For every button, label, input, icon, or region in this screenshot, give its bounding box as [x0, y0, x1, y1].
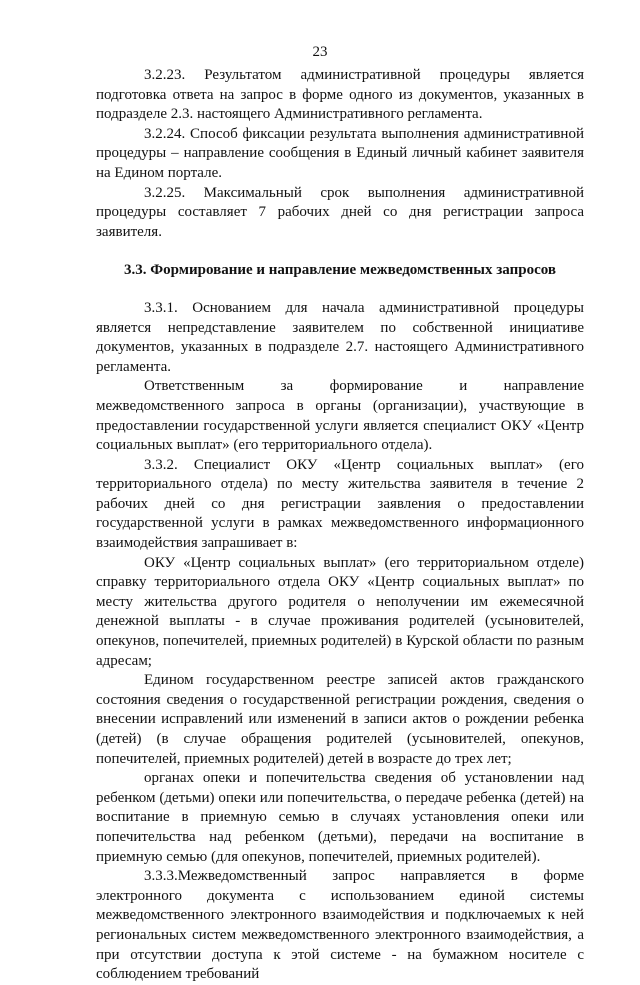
paragraph-registry-request: Едином государственном реестре записей актов гражданского состояния сведения о государственной регистрации рождения, сведения о внесении исправлений или изменений в записи актов о рождении ребенка (детей) (в случае обращения родителей (усыновителей, опекунов, попечителей, приемных родителей) детей в возрасте до трех лет; [96, 672, 584, 767]
paragraph-3-3-3: 3.3.3.Межведомственный запрос направляется в форме электронного документа с использованием единой системы межведомственного электронного взаимодействия и подключаемых к ней региональных систем межведомственного электронного взаимодействия, а при отсутствии доступа к этой системе - на бумажном носителе с соблюдением требований [96, 868, 584, 983]
paragraph-guardianship-request: органах опеки и попечительства сведения об установлении над ребенком (детьми) опеки или попечительства, о передаче ребенка (детей) на воспитание в приемную семью в случаях установления опеки или попечительства над ребенком (детьми), передачи на воспитание в приемную семью (для опекунов, попечителей, приемных родителей). [96, 770, 584, 865]
paragraph-3-3-1: 3.3.1. Основанием для начала административной процедуры является непредставление заявителем по собственной инициативе документов, указанных в подразделе 2.7. настоящего Административного регламента. [96, 299, 584, 375]
paragraph-3-2-24: 3.2.24. Способ фиксации результата выполнения административной процедуры – направление сообщения в Единый личный кабинет заявителя на Едином портале. [96, 125, 584, 181]
paragraph-3-3-2: 3.3.2. Специалист ОКУ «Центр социальных выплат» (его территориального отдела) по месту жительства заявителя в течение 2 рабочих дней со дня регистрации заявления о предоставлении государственной услуги в рамках межведомственного информационного взаимодействия запрашивает в: [96, 456, 584, 552]
paragraph-responsible: Ответственным за формирование и направление межведомственного запроса в органы (организации), участвующие в предоставлении государственной услуги является специалист ОКУ «Центр социальных выплат» (его территориального отдела). [96, 378, 584, 454]
paragraph-oku-request: ОКУ «Центр социальных выплат» (его территориальном отделе) справку территориального отдела ОКУ «Центр социальных выплат» по месту жительства другого родителя о неполучении им ежемесячной денежной выплаты - в случае проживания родителей (усыновителей, опекунов, попечителей, приемных родителей) в Курской области по разным адресам; [96, 554, 584, 669]
paragraph-3-2-23: 3.2.23. Результатом административной процедуры является подготовка ответа на запрос в форме одного из документов, указанных в подразделе 2.3. настоящего Административного регламента. [96, 67, 584, 123]
page-number: 23 [312, 44, 328, 60]
section-heading: 3.3. Формирование и направление межведомственных запросов [124, 262, 556, 279]
document-body [96, 66, 584, 985]
paragraph-3-2-25: 3.2.25. Максимальный срок выполнения административной процедуры составляет 7 рабочих дней со дня регистрации запроса заявителя. [96, 184, 584, 240]
